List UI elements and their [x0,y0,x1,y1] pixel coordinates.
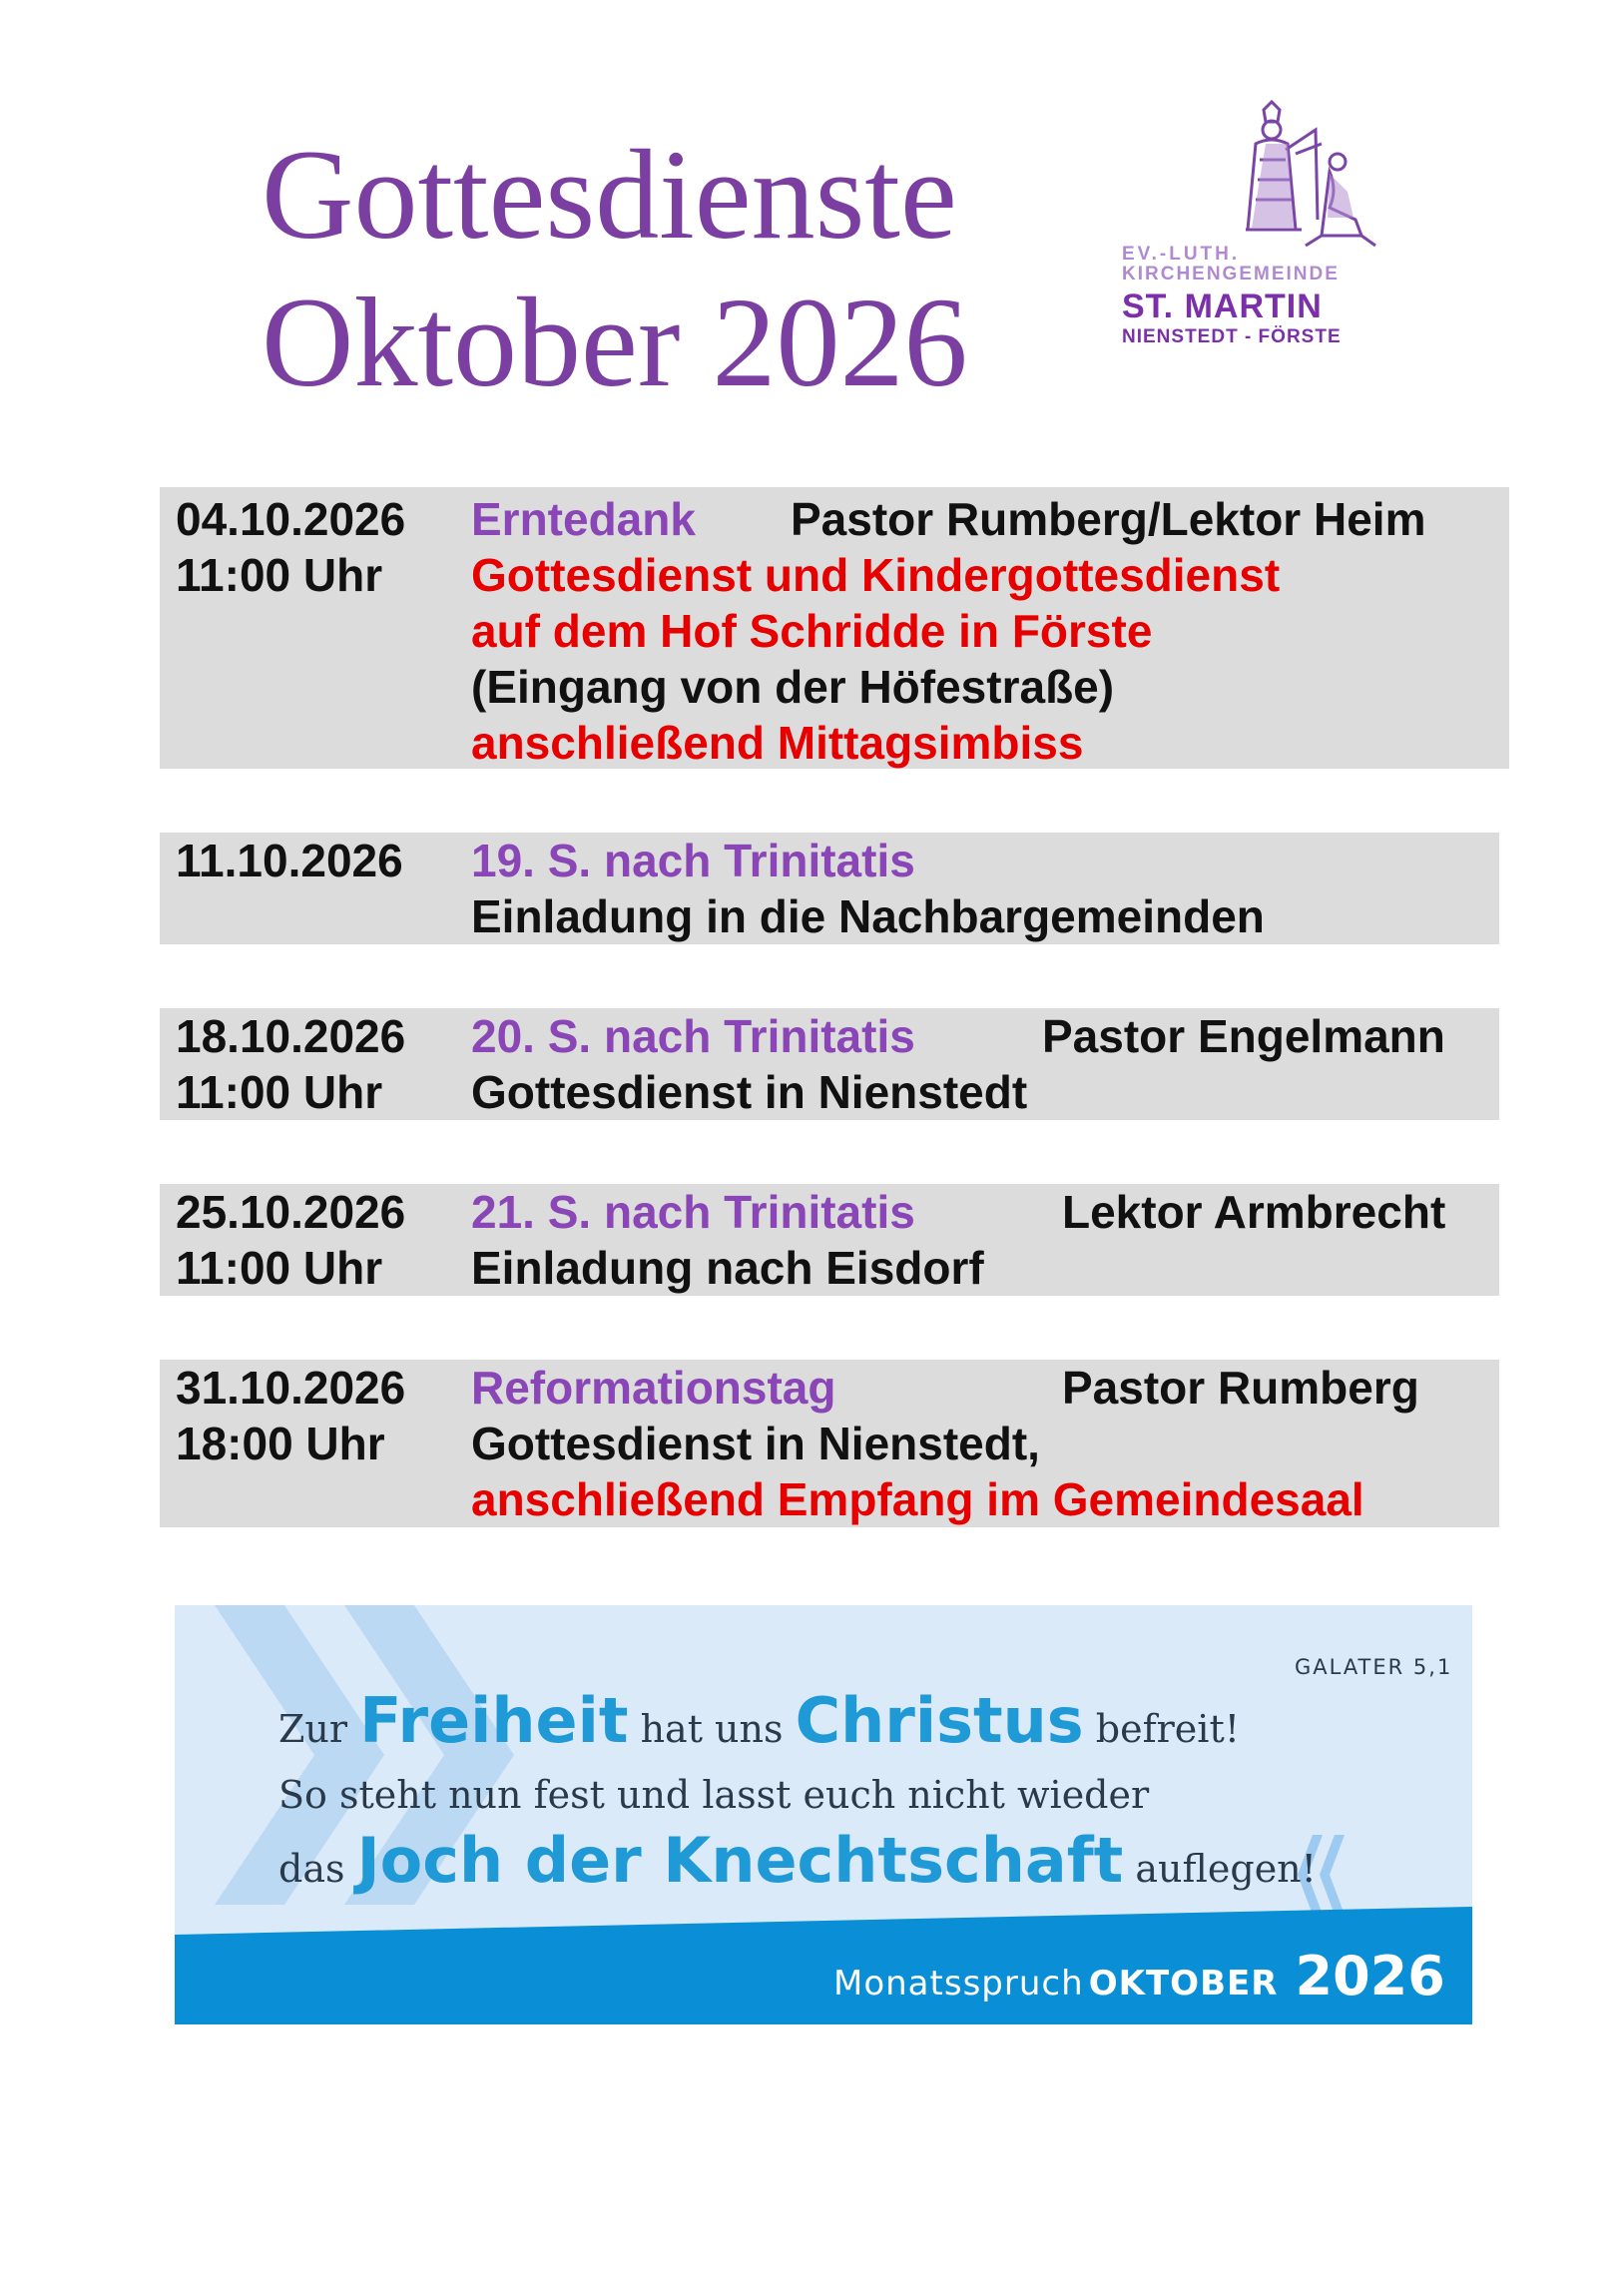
service-date: 18.10.2026 [176,1010,406,1062]
service-line: Einladung nach Eisdorf [471,1242,984,1294]
verse-word: auflegen! [1135,1847,1317,1891]
service-entry-5 [160,1360,1499,1527]
logo-line3: ST. MARTIN [1122,287,1323,325]
service-time: 11:00 Uhr [176,1066,383,1118]
verse-word: hat uns [640,1707,784,1751]
verse-word: Zur [278,1707,348,1751]
service-officiant: Pastor Rumberg [1062,1362,1419,1414]
service-officiant: Lektor Armbrecht [1062,1186,1446,1238]
st-martin-figure-icon [1226,100,1385,260]
service-occasion: 20. S. nach Trinitatis [471,1010,915,1062]
verse-line-2: So steht nun fest und lasst euch nicht wieder [278,1773,1150,1817]
banner-footer [833,1945,1445,2008]
verse-highlight: Christus [795,1684,1084,1757]
service-line: anschließend Mittagsimbiss [471,717,1084,769]
service-occasion: 19. S. nach Trinitatis [471,835,915,886]
verse-line-1 [278,1679,1240,1771]
service-entry-4 [160,1184,1499,1296]
service-entry-1 [160,487,1509,769]
service-occasion: Erntedank [471,493,696,545]
service-date: 04.10.2026 [176,493,406,545]
service-time: 11:00 Uhr [176,1242,383,1294]
service-time: 11:00 Uhr [176,549,383,601]
verse-highlight: Joch der Knechtschaft [356,1824,1124,1897]
verse-word: das [278,1847,345,1891]
verse-line-3 [278,1819,1317,1911]
logo-line2: KIRCHENGEMEINDE [1122,264,1340,285]
service-entry-3 [160,1008,1499,1120]
verse-highlight: Freiheit [359,1684,629,1757]
footer-year: 2026 [1295,1945,1445,2008]
logo-text [1122,244,1361,348]
service-line: Gottesdienst und Kindergottesdienst [471,549,1281,601]
footer-label: Monatsspruch [833,1964,1084,2004]
service-officiant: Pastor Rumberg/Lektor Heim [791,493,1426,545]
service-line: anschließend Empfang im Gemeindesaal [471,1473,1364,1525]
service-line: (Eingang von der Höfestraße) [471,661,1115,713]
monthly-verse-banner [175,1605,1472,2024]
service-line: Gottesdienst in Nienstedt, [471,1418,1040,1469]
logo-line4: NIENSTEDT - FÖRSTE [1122,326,1342,347]
verse-word: befreit! [1095,1707,1240,1751]
service-entry-2 [160,833,1499,944]
service-date: 11.10.2026 [176,835,403,886]
service-date: 31.10.2026 [176,1362,406,1414]
service-occasion: Reformationstag [471,1362,836,1414]
logo-line1: EV.-LUTH. [1122,244,1241,265]
verse-reference: GALATER 5,1 [1295,1655,1453,1679]
service-line: Einladung in die Nachbargemeinden [471,890,1265,942]
service-time: 18:00 Uhr [176,1418,385,1469]
page-title-line2: Oktober 2026 [262,272,968,413]
service-line: auf dem Hof Schridde in Förste [471,605,1153,657]
service-officiant: Pastor Engelmann [1042,1010,1445,1062]
service-date: 25.10.2026 [176,1186,406,1238]
service-occasion: 21. S. nach Trinitatis [471,1186,915,1238]
service-line: Gottesdienst in Nienstedt [471,1066,1028,1118]
page-title-line1: Gottesdienste [262,124,957,266]
right-chevron-icon-2 [1320,1835,1345,1915]
footer-month: OKTOBER [1088,1964,1279,2004]
